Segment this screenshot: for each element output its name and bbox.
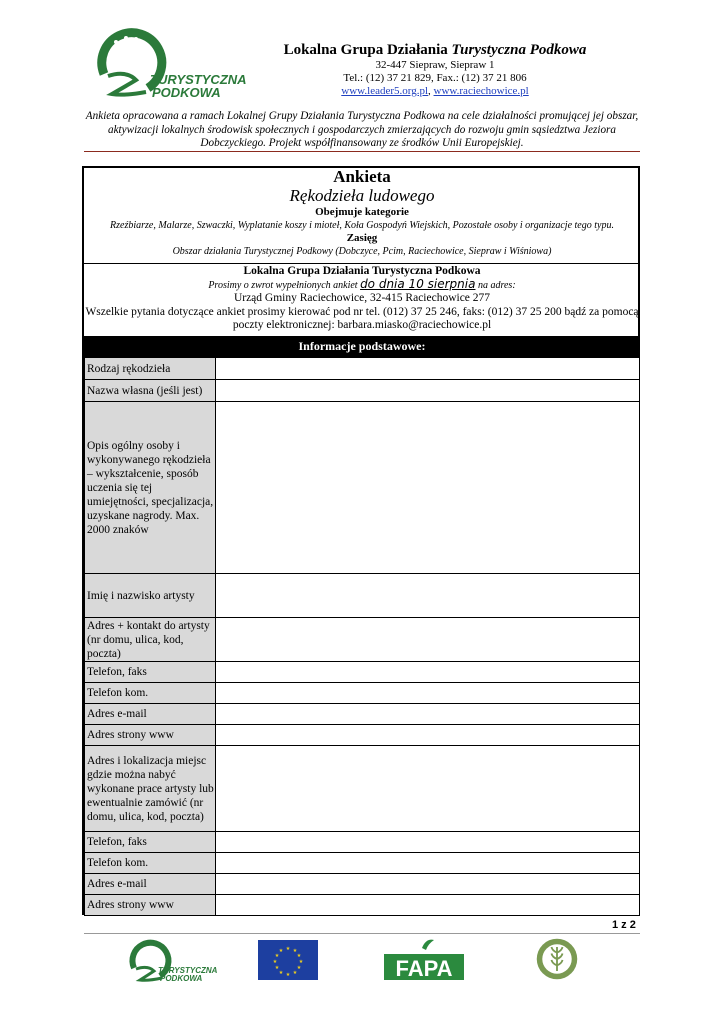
field-input[interactable] [216, 662, 640, 683]
table-row [85, 832, 640, 853]
scope-heading: Zasięg [346, 232, 378, 244]
field-label: Opis ogólny osoby i wykonywanego rękodzieła – wykształcenie, sposób uczenia się tej umiejętności, specjalizacja, uzyskane nagrody. Max. 2000 znaków [85, 402, 216, 574]
return-instructions [84, 278, 640, 292]
survey-heading [84, 168, 640, 258]
table-row [85, 704, 640, 725]
field-label: Adres e-mail [85, 704, 216, 725]
org-name-italic: Turystyczna Podkowa [451, 42, 587, 58]
svg-text:★: ★ [278, 948, 284, 954]
footer-logo-text-2: PODKOWA [160, 974, 203, 983]
link-leader5[interactable]: www.leader5.org.pl [341, 85, 429, 97]
field-label: Nazwa własna (jeśli jest) [85, 380, 216, 402]
field-input[interactable] [216, 618, 640, 662]
field-label: Adres strony www [85, 725, 216, 746]
categories-list: Rzeźbiarze, Malarze, Szwaczki, Wyplatanie koszy i mioteł, Koła Gospodyń Wiejskich, Pozostałe osoby i organizacje tego typu. [110, 220, 614, 231]
org-links [250, 85, 620, 98]
table-row [85, 683, 640, 704]
turystyczna-podkowa-logo [86, 30, 247, 106]
footer-turystyczna-logo [122, 938, 218, 984]
field-input[interactable] [216, 895, 640, 916]
field-input[interactable] [216, 704, 640, 725]
table-row [85, 402, 640, 574]
page-number: 1 z 2 [612, 919, 636, 931]
info-form-table [84, 357, 640, 916]
fapa-text: FAPA [395, 956, 453, 981]
table-row [85, 874, 640, 895]
field-label: Telefon, faks [85, 662, 216, 683]
header-block [250, 42, 620, 98]
field-input[interactable] [216, 874, 640, 895]
table-row [85, 895, 640, 916]
field-input[interactable] [216, 380, 640, 402]
link-raciechowice[interactable]: www.raciechowice.pl [433, 85, 529, 97]
header-divider [84, 151, 640, 152]
table-row [85, 725, 640, 746]
categories-heading: Obejmuje kategorie [315, 206, 409, 218]
field-label: Adres strony www [85, 895, 216, 916]
field-input[interactable] [216, 725, 640, 746]
field-input[interactable] [216, 574, 640, 618]
svg-text:★: ★ [296, 965, 302, 971]
link-separator: , [428, 85, 434, 97]
questions-info: Wszelkie pytania dotyczące ankiet prosimy kierować pod nr tel. (012) 37 25 246, faks: (012) 37 25 200 bądź za pomocą poczty elektronicznej: barbara.miasko@raciechowice.pl [85, 305, 639, 331]
org-address: 32-447 Siepraw, Siepraw 1 [375, 59, 495, 71]
svg-text:★: ★ [292, 948, 298, 954]
field-input[interactable] [216, 358, 640, 380]
field-label: Adres e-mail [85, 874, 216, 895]
table-row [85, 746, 640, 832]
table-row [85, 618, 640, 662]
svg-text:★: ★ [285, 972, 291, 978]
org-name [250, 42, 620, 59]
svg-text:★: ★ [274, 965, 280, 971]
svg-text:★: ★ [298, 959, 304, 965]
fapa-logo [382, 936, 466, 982]
eu-flag-icon [258, 940, 318, 980]
intro-text: Ankieta opracowana a ramach Lokalnej Grupy Działania Turystyczna Podkowa na cele działalności promującej jej obszar, aktywizacji lokalnych środowisk społecznych i gospodarczych zmierzających do rozwoju gmin sąsiedztwa Jeziora Dobczyckiego. Projekt współfinansowany ze środków Unii Europejskiej. [85, 110, 639, 149]
svg-text:★: ★ [278, 970, 284, 976]
field-label: Rodzaj rękodzieła [85, 358, 216, 380]
return-date: do dnia 10 sierpnia [360, 277, 476, 291]
contact-block [84, 265, 640, 333]
section-divider [82, 263, 640, 264]
survey-subtitle: Rękodzieła ludowego [289, 186, 435, 205]
survey-title: Ankieta [333, 167, 391, 186]
footer-divider [84, 933, 640, 934]
scope-text: Obszar działania Turystycznej Podkowy (Dobczyce, Pcim, Raciechowice, Siepraw i Wiśniowa) [172, 246, 552, 257]
footer-logo-text-1: TURYSTYCZNA [158, 966, 218, 975]
return-post: na adres: [475, 280, 516, 291]
logo-text-2: PODKOWA [152, 85, 221, 100]
svg-text:★: ★ [285, 946, 291, 952]
svg-text:★: ★ [274, 953, 280, 959]
org-phone: Tel.: (12) 37 21 829, Fax.: (12) 37 21 806 [343, 72, 527, 84]
field-label: Telefon, faks [85, 832, 216, 853]
section-title-bar: Informacje podstawowe: [84, 336, 640, 357]
svg-text:★: ★ [296, 953, 302, 959]
table-row [85, 358, 640, 380]
svg-text:★: ★ [272, 959, 278, 965]
contact-org: Lokalna Grupa Działania Turystyczna Podkowa [243, 265, 481, 277]
table-row [85, 662, 640, 683]
field-input[interactable] [216, 402, 640, 574]
field-label: Adres i lokalizacja miejsc gdzie można nabyć wykonane prace artysty lub ewentualnie zamówić (nr domu, ulica, kod, poczta) [85, 746, 216, 832]
svg-text:★: ★ [292, 970, 298, 976]
field-input[interactable] [216, 746, 640, 832]
table-row [85, 380, 640, 402]
field-label: Telefon kom. [85, 853, 216, 874]
field-label: Telefon kom. [85, 683, 216, 704]
field-label: Adres + kontakt do artysty (nr domu, ulica, kod, poczta) [85, 618, 216, 662]
field-input[interactable] [216, 683, 640, 704]
org-name-plain: Lokalna Grupa Działania [283, 42, 452, 58]
logo-text-1: TURYSTYCZNA [150, 72, 247, 87]
return-pre: Prosimy o zwrot wypełnionych ankiet [208, 280, 361, 291]
return-address: Urząd Gminy Raciechowice, 32-415 Raciechowice 277 [233, 292, 491, 304]
field-label: Imię i nazwisko artysty [85, 574, 216, 618]
ministry-roundel-logo [532, 936, 582, 982]
field-input[interactable] [216, 832, 640, 853]
table-row [85, 574, 640, 618]
field-input[interactable] [216, 853, 640, 874]
table-row [85, 853, 640, 874]
